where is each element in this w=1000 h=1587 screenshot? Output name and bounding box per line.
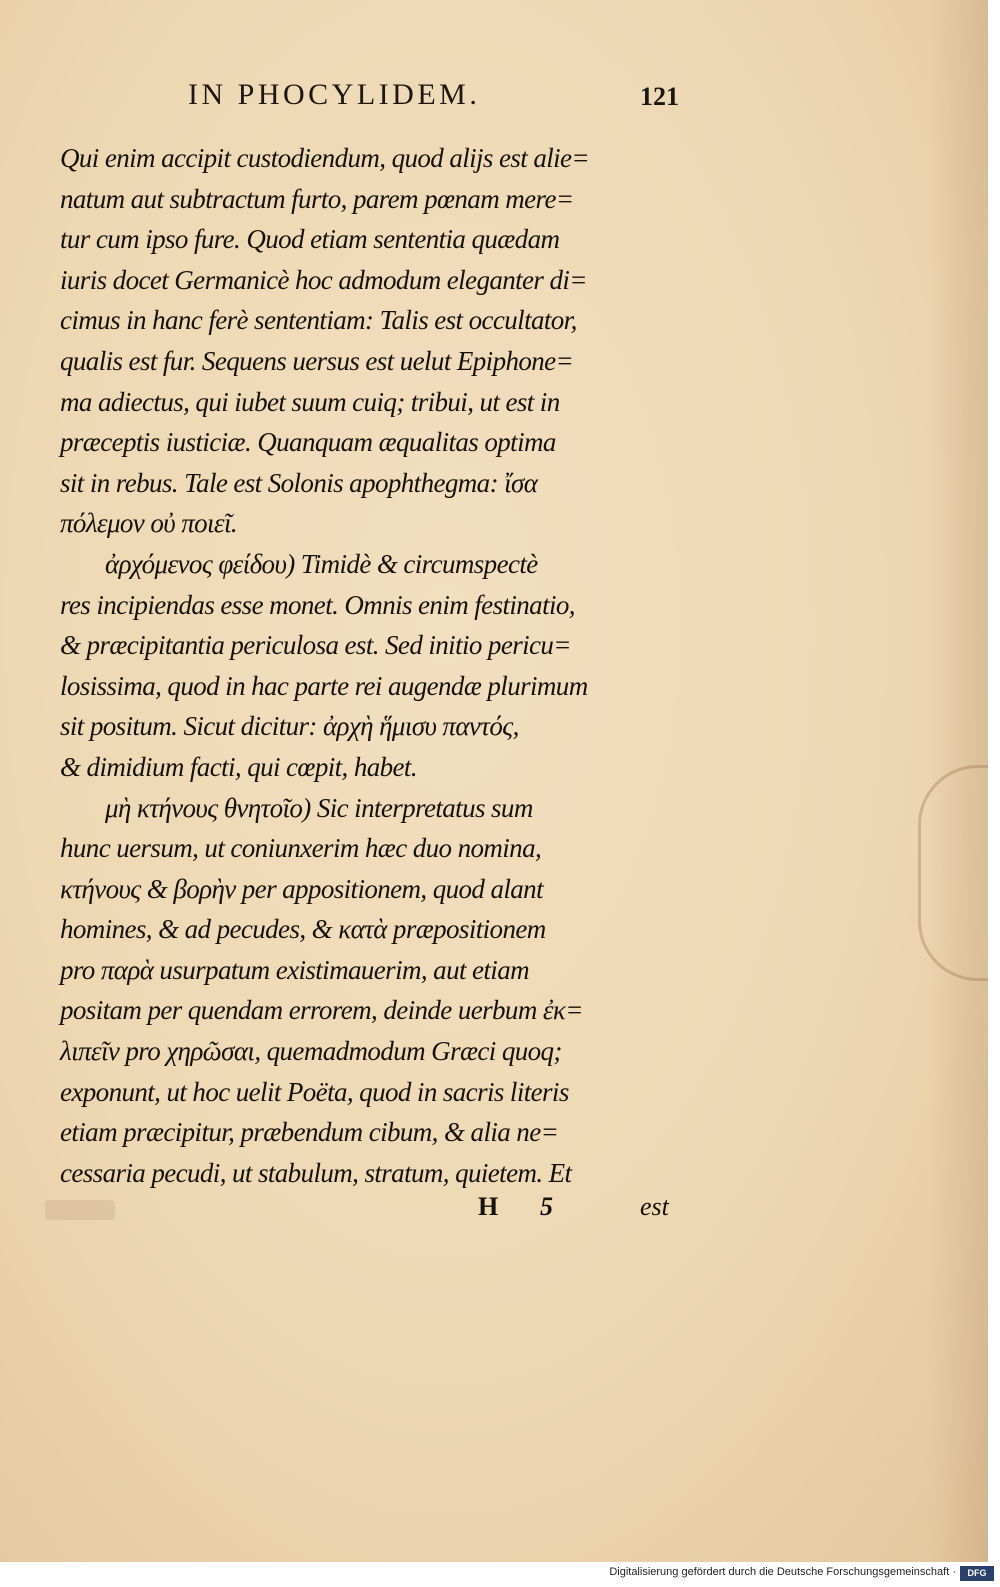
signature-line [0, 1192, 988, 1232]
text-line: & dimidium facti, qui cœpit, habet. [60, 751, 417, 782]
text-line: losissima, quod in hac parte rei augendæ plurimum [60, 670, 588, 701]
text-line: κτήνους & βορὴν per appositionem, quod alant [60, 873, 543, 904]
funding-credit: Digitalisierung gefördert durch die Deutsche Forschungsgemeinschaft · [609, 1566, 956, 1578]
text-line: positam per quendam errorem, deinde uerbum ἐκ= [60, 995, 583, 1026]
text-line: tur cum ipso fure. Quod etiam sententia quædam [60, 224, 560, 255]
text-line: Qui enim accipit custodiendum, quod alijs est alie= [60, 143, 590, 173]
text-line: cimus in hanc ferè sententiam: Talis est occultator, [60, 305, 577, 336]
text-line: ma adiectus, qui iubet suum cuiq; tribui, ut est in [60, 386, 560, 417]
text-line: & præcipitantia periculosa est. Sed initio pericu= [60, 630, 571, 661]
text-line: sit in rebus. Tale est Solonis apophthegma: ἴσα [60, 467, 538, 498]
dfg-logo: DFG [960, 1566, 994, 1581]
text-line: sit positum. Sicut dicitur: ἀρχὴ ἥμισυ παντός, [60, 711, 519, 742]
text-line: pro παρὰ usurpatum existimauerim, aut etiam [60, 954, 530, 985]
running-head: IN PHOCYLIDEM. [188, 78, 481, 111]
text-line: ἀρχόμενος φείδου) Timidè & circumspectè [105, 548, 538, 579]
signature-mark: H [478, 1192, 499, 1221]
page-number: 121 [640, 82, 679, 111]
signature-number: 5 [540, 1192, 553, 1221]
page-header [0, 78, 988, 118]
body-text [60, 138, 690, 1193]
text-line: natum aut subtractum furto, parem pœnam mere= [60, 183, 574, 214]
text-line: exponunt, ut hoc uelit Poëta, quod in sacris literis [60, 1076, 569, 1107]
text-line: qualis est fur. Sequens uersus est uelut Epiphone= [60, 345, 574, 376]
text-line: cessaria pecudi, ut stabulum, stratum, quietem. Et [60, 1157, 572, 1188]
text-line: res incipiendas esse monet. Omnis enim festinatio, [60, 589, 575, 620]
text-line: iuris docet Germanicè hoc admodum eleganter di= [60, 264, 587, 295]
text-line: homines, & ad pecudes, & κατὰ præpositionem [60, 914, 546, 945]
text-line: præceptis iusticiæ. Quanquam æqualitas optima [60, 427, 556, 458]
text-line: πόλεμον οὐ ποιεῖ. [60, 508, 238, 539]
page-tab-shadow [918, 765, 988, 981]
catchword: est [640, 1192, 669, 1221]
text-line: μὴ κτήνους θνητοῖο) Sic interpretatus sum [105, 792, 533, 823]
text-line: hunc uersum, ut coniunxerim hæc duo nomina, [60, 833, 542, 864]
footer [0, 1562, 1000, 1587]
text-line: λιπεῖν pro χηρῶσαι, quemadmodum Græci quoq; [60, 1036, 562, 1067]
text-line: etiam præcipitur, præbendum cibum, & alia ne= [60, 1117, 559, 1148]
